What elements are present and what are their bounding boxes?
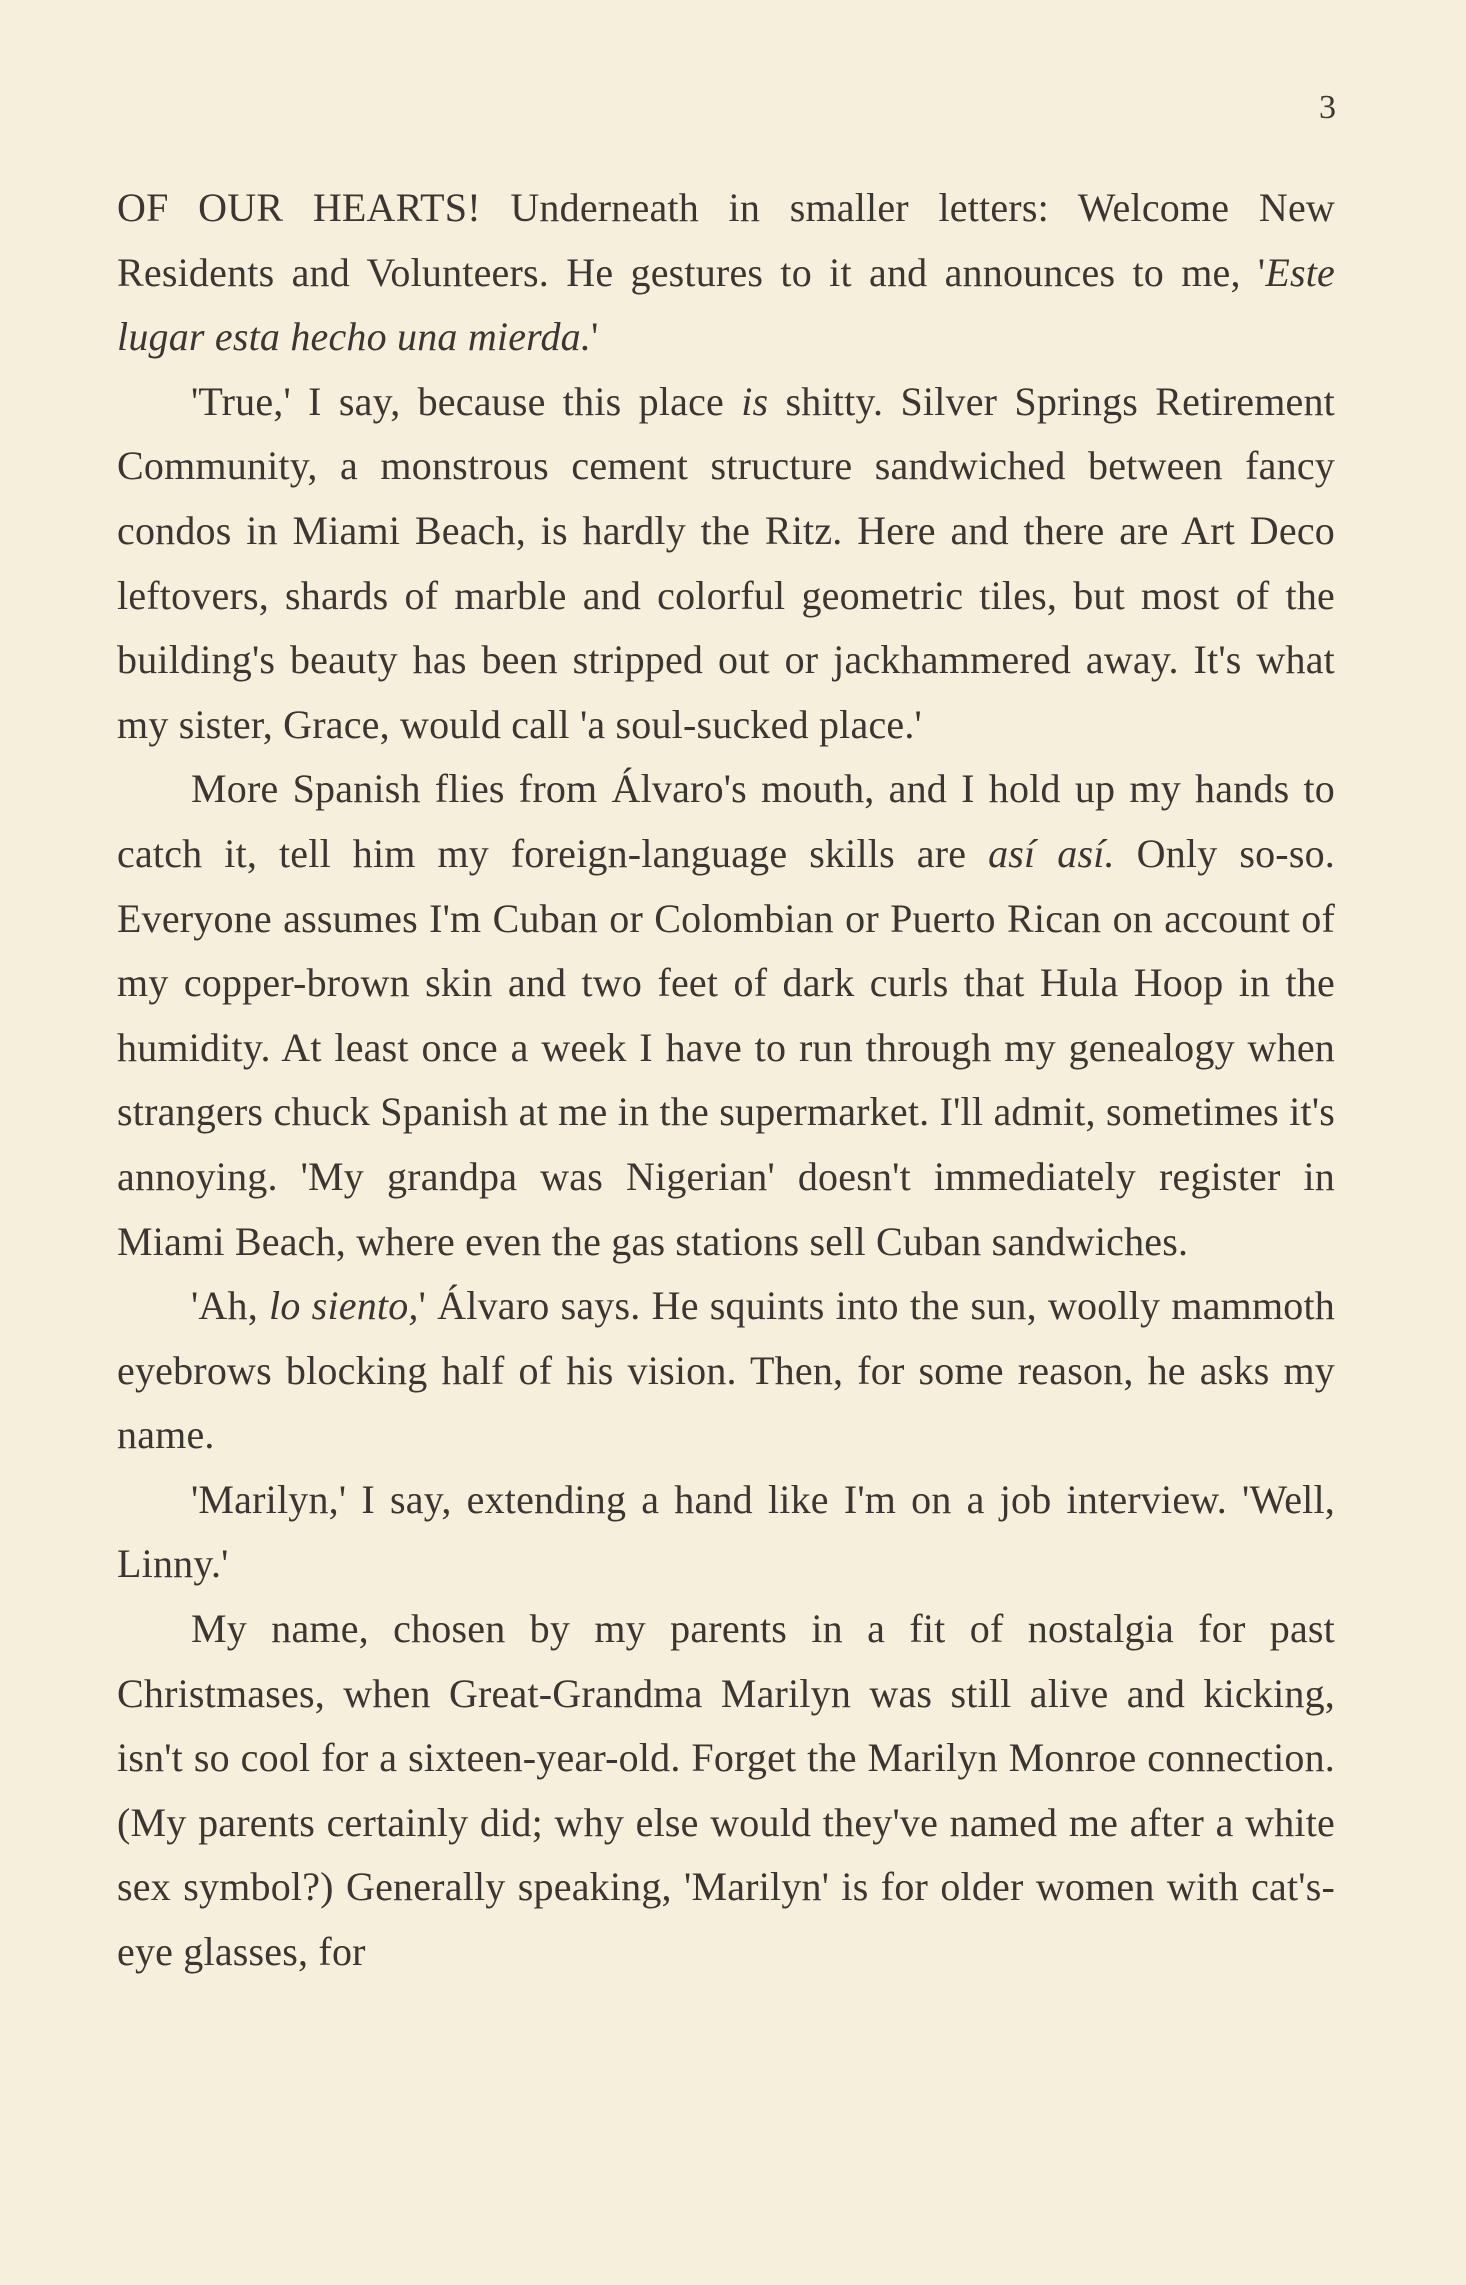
emphasis: is bbox=[741, 378, 769, 424]
paragraph-5 bbox=[117, 1468, 1335, 1597]
text-span: Only so-so. Everyone assumes I'm Cuban or Colombian or Puerto Rican on account of my copper-brown skin and two feet of dark curls that Hula Hoop in the humidity. At least once a week I have to run through my genealogy when strangers chuck Spanish at me in the supermarket. I'll admit, sometimes it's annoying. 'My grandpa was Nigerian' doesn't immediately register in Miami Beach, where even the gas stations sell Cuban sandwiches. bbox=[117, 830, 1335, 1264]
paragraph-2 bbox=[117, 370, 1335, 758]
text-span: ' Álvaro says. He squints into the sun, woolly mammoth eyebrows blocking half of his vision. Then, for some reason, he asks my name. bbox=[117, 1283, 1336, 1458]
spanish-phrase: así así. bbox=[988, 830, 1115, 876]
text-span: OF OUR HEARTS! Underneath in smaller letters: Welcome New Residents and Volunteers. He gestures to it and announces to me, ' bbox=[117, 185, 1335, 295]
paragraph-6 bbox=[117, 1597, 1335, 1985]
text-span: 'True,' I say, because this place bbox=[191, 378, 742, 424]
text-span: 'Ah, bbox=[191, 1283, 270, 1329]
spanish-phrase: lo siento, bbox=[269, 1283, 419, 1329]
text-span: 'Marilyn,' I say, extending a hand like I'm on a job interview. 'Well, Linny.' bbox=[117, 1476, 1335, 1587]
page-number: 3 bbox=[1319, 89, 1336, 126]
text-span: My name, chosen by my parents in a fit of nostalgia for past Christmases, when Great-Grandma Marilyn was still alive and kicking, isn't so cool for a sixteen-year-old. Forget the Marilyn Monroe connection. (My parents certainly did; why else would they've named me after a white sex symbol?) Generally speaking, 'Marilyn' is for older women with cat's-eye glasses, for bbox=[117, 1606, 1335, 1975]
paragraph-3 bbox=[117, 757, 1335, 1274]
spanish-phrase: Este lugar esta hecho una mierda. bbox=[117, 249, 1335, 360]
text-span: shitty. Silver Springs Retirement Community, a monstrous cement structure sandwiched between fancy condos in Miami Beach, is hardly the Ritz. Here and there are Art Deco leftovers, shards of marble and colorful geometric tiles, but most of the building's beauty has been stripped out or jackhammered away. It's what my sister, Grace, would call 'a soul-sucked place.' bbox=[117, 378, 1335, 747]
paragraph-1 bbox=[117, 176, 1335, 370]
text-span: ' bbox=[591, 314, 599, 360]
paragraph-4 bbox=[117, 1274, 1335, 1468]
text-span: More Spanish flies from Álvaro's mouth, and I hold up my hands to catch it, tell him my foreign-language skills are bbox=[117, 766, 1335, 876]
body-text bbox=[117, 176, 1335, 1985]
